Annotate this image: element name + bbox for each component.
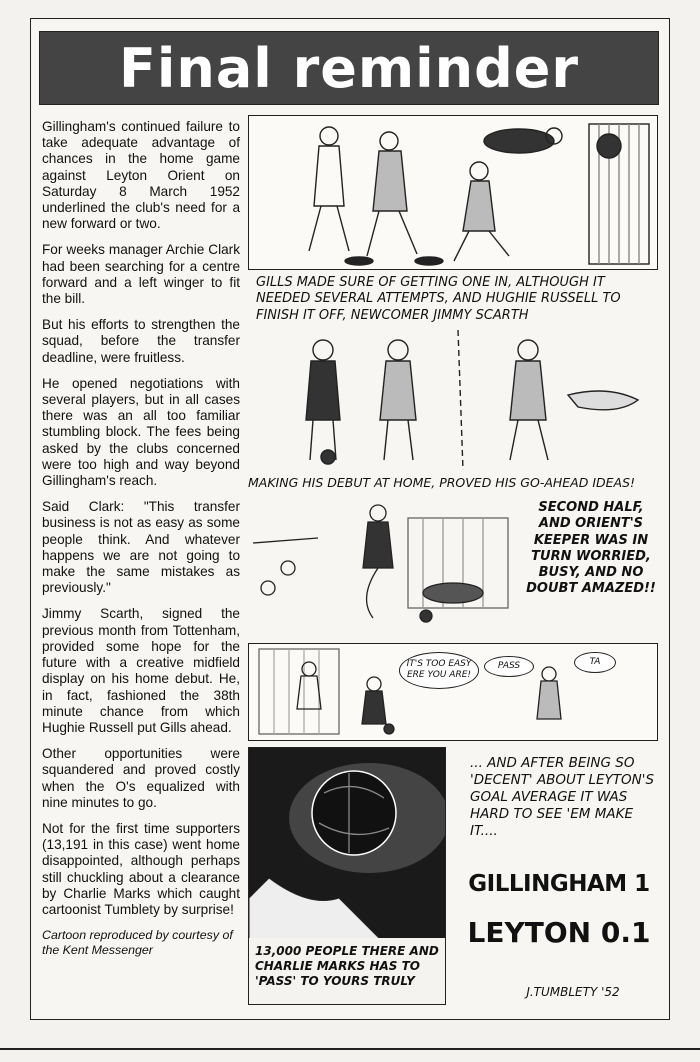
cartoon-caption-4: ... AND AFTER BEING SO 'DECENT' ABOUT LEYTON'S GOAL AVERAGE IT WAS HARD TO SEE 'EM MAKE IT.... (470, 755, 655, 839)
article-paragraph: Jimmy Scarth, signed the previous month from Tottenham, provided some hope for the future with a creative midfield display on his home debut. He, in fact, fashioned the 38th minute chance from which Hughie Russell put Gills ahead. (42, 606, 240, 735)
cartoonist-signature: J.TUMBLETY '52 (526, 985, 620, 999)
title-banner (39, 31, 659, 105)
article-frame (30, 18, 670, 1020)
cartoon-panel-goalmouth (248, 115, 658, 270)
cartoon-caption-3: SECOND HALF, AND ORIENT'S KEEPER WAS IN TURN WORRIED, BUSY, AND NO DOUBT AMAZED!! (526, 500, 656, 597)
article-paragraph: Not for the first time supporters (13,191 in this case) went home disappointed, although perhaps still chuckling about a clearance by Charlie Marks which caught cartoonist Tumblety by surprise! (42, 820, 240, 917)
article-paragraph: But his efforts to strengthen the squad, before the transfer deadline, were fruitless. (42, 317, 240, 365)
score-line-1: GILLINGHAM 1 (468, 871, 650, 897)
speech-bubble-pass: PASS (484, 656, 534, 677)
cartoon-caption-2: MAKING HIS DEBUT AT HOME, PROVED HIS GO-AHEAD IDEAS! (248, 475, 636, 490)
article-paragraph: For weeks manager Archie Clark had been searching for a centre forward and a left winger to fit the bill. (42, 242, 240, 307)
page-title: Final reminder (119, 36, 579, 100)
cartoon-strip (248, 115, 660, 1011)
cartoon-panel-debut (248, 325, 658, 473)
article-paragraph: Gillingham's continued failure to take adequate advantage of chances in the home game against Leyton Orient on Saturday 8 March 1952 underlined the club's need for a new forward or two. (42, 119, 240, 232)
article-paragraph: Said Clark: "This transfer business is not as easy as some people think. And whatever happens we are not going to make the same mistakes as previously." (42, 499, 240, 596)
cartoon-panel-pass (248, 643, 658, 741)
article-paragraph: Other opportunities were squandered and proved costly when the O's equalized with nine minutes to go. (42, 746, 240, 810)
cartoon-caption-1: GILLS MADE SURE OF GETTING ONE IN, ALTHOUGH IT NEEDED SEVERAL ATTEMPTS, AND HUGHIE RUSSELL TO FINISH IT OFF, NEWCOMER JIMMY SCARTH (256, 275, 621, 323)
page-bottom-rule (0, 1048, 700, 1050)
article-column (42, 119, 240, 968)
keeper-illustration (248, 498, 518, 638)
debut-illustration (248, 325, 658, 473)
goalmouth-illustration (249, 116, 658, 270)
article-paragraph: He opened negotiations with several players, but in all cases there was an all too familiar stumbling block. The fees being asked by the clubs concerned were too high and way beyond Gillingham's reach. (42, 375, 240, 489)
cartoon-panel-keeper (248, 498, 518, 638)
cartoon-panel-ball (248, 747, 446, 1005)
speech-bubble-easy: IT'S TOO EASY ERE YOU ARE! (399, 652, 479, 689)
cartoon-caption-5: 13,000 PEOPLE THERE AND CHARLIE MARKS HAS TO 'PASS' TO YOURS TRULY (255, 944, 439, 988)
cartoon-credit: Cartoon reproduced by courtesy of the Kent Messenger (42, 928, 233, 958)
speech-bubble-ta: TA (574, 652, 616, 673)
score-line-2: LEYTON 0.1 (467, 916, 651, 949)
